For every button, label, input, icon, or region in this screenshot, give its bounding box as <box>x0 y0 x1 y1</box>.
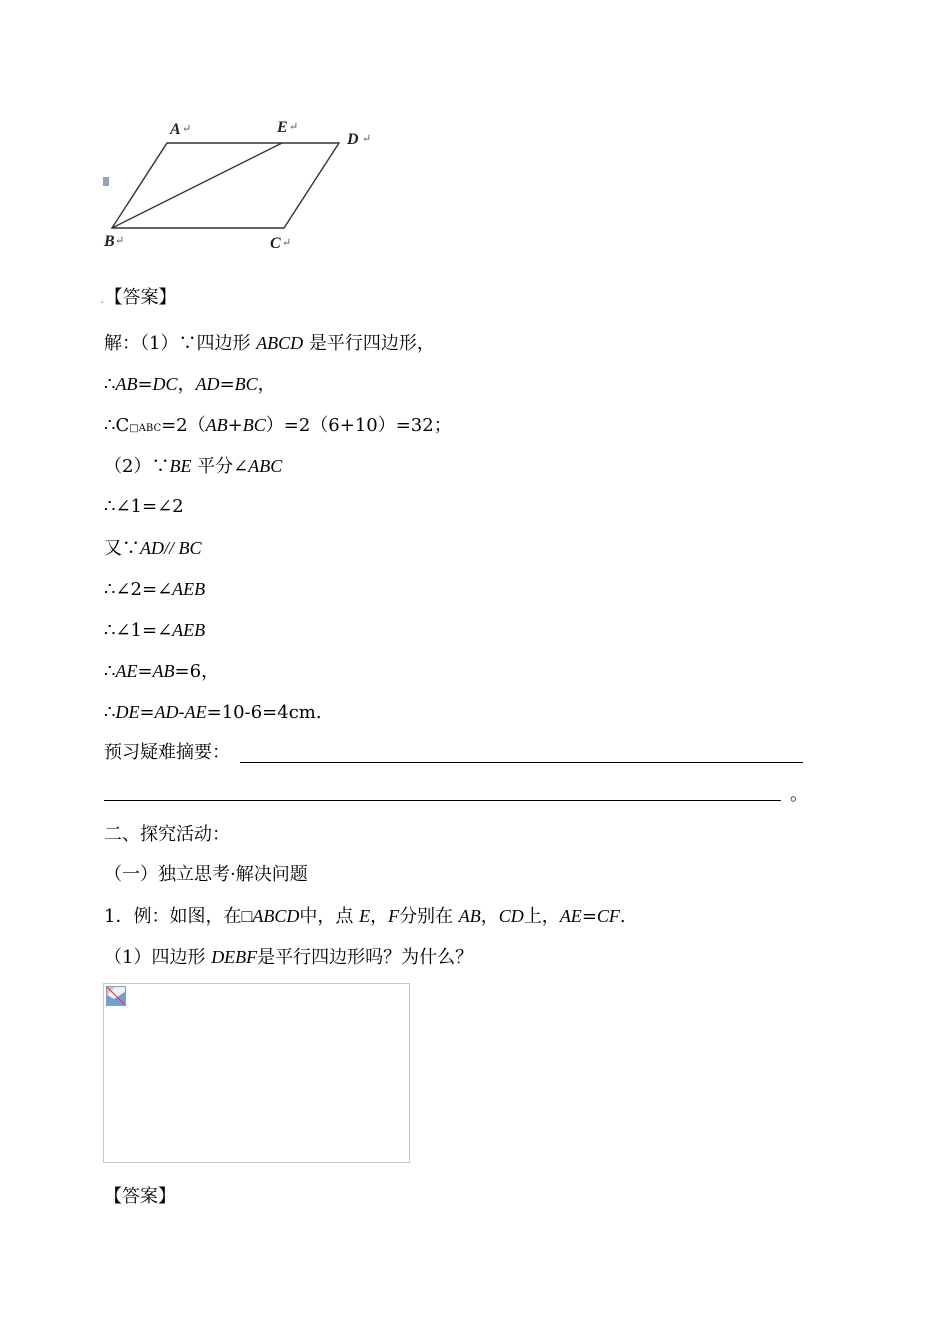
segment-be <box>112 143 282 228</box>
missing-image-frame <box>103 983 410 1163</box>
solution-line-8: ∴∠1=∠AEB <box>104 620 206 641</box>
parallelogram-svg <box>100 112 380 262</box>
label-e: E <box>277 119 288 136</box>
solution-line-10: ∴DE=AD-AE=10-6=4cm. <box>104 702 322 723</box>
label-d: D <box>347 131 359 148</box>
section2-subtitle: （一）独立思考·解决问题 <box>104 864 308 885</box>
summary-blank-line-1[interactable] <box>240 762 803 763</box>
anchor-dot-icon: . <box>100 291 105 307</box>
label-c: C <box>270 235 281 252</box>
answer-heading-text: 【答案】 <box>104 287 177 308</box>
parallelogram-figure <box>100 112 380 262</box>
example-statement: 1．例：如图，在□ABCD中，点 E，F分别在 AB，CD上，AE=CF. <box>104 906 626 927</box>
solution-line-4: （2）∵BE 平分∠ABC <box>104 456 283 477</box>
return-mark-icon: ↵ <box>282 236 292 249</box>
summary-blank-line-2[interactable] <box>104 800 781 801</box>
return-mark-icon: ↵ <box>182 122 192 135</box>
return-mark-icon: ↵ <box>289 120 299 133</box>
label-a: A <box>170 121 181 138</box>
answer-heading-2: 【答案】 <box>104 1186 176 1207</box>
question-1: （1）四边形 DEBF是平行四边形吗？为什么？ <box>104 947 474 968</box>
broken-image-icon <box>106 986 126 1006</box>
solution-line-5: ∴∠1=∠2 <box>104 496 184 517</box>
solution-line-9: ∴AE=AB=6， <box>104 661 220 682</box>
return-mark-icon: ↵ <box>362 132 372 145</box>
summary-end-mark: 。 <box>790 784 808 805</box>
summary-label: 预习疑难摘要： <box>104 742 230 763</box>
answer-heading-1 <box>100 287 176 310</box>
label-b: B <box>104 233 115 250</box>
return-mark-icon: ↵ <box>115 234 125 247</box>
solution-line-6: 又∵AD// BC <box>104 538 202 559</box>
solution-line-7: ∴∠2=∠AEB <box>104 579 206 600</box>
solution-line-1: 解：（1）∵四边形 ABCD 是平行四边形， <box>104 333 435 354</box>
solution-line-2: ∴AB=DC，AD=BC， <box>104 374 276 395</box>
section2-title: 二、探究活动： <box>104 824 230 845</box>
parallelogram-abcd <box>112 143 339 228</box>
solution-line-3: ∴C□ABC=2（AB+BC）=2（6+10）=32； <box>104 415 452 436</box>
